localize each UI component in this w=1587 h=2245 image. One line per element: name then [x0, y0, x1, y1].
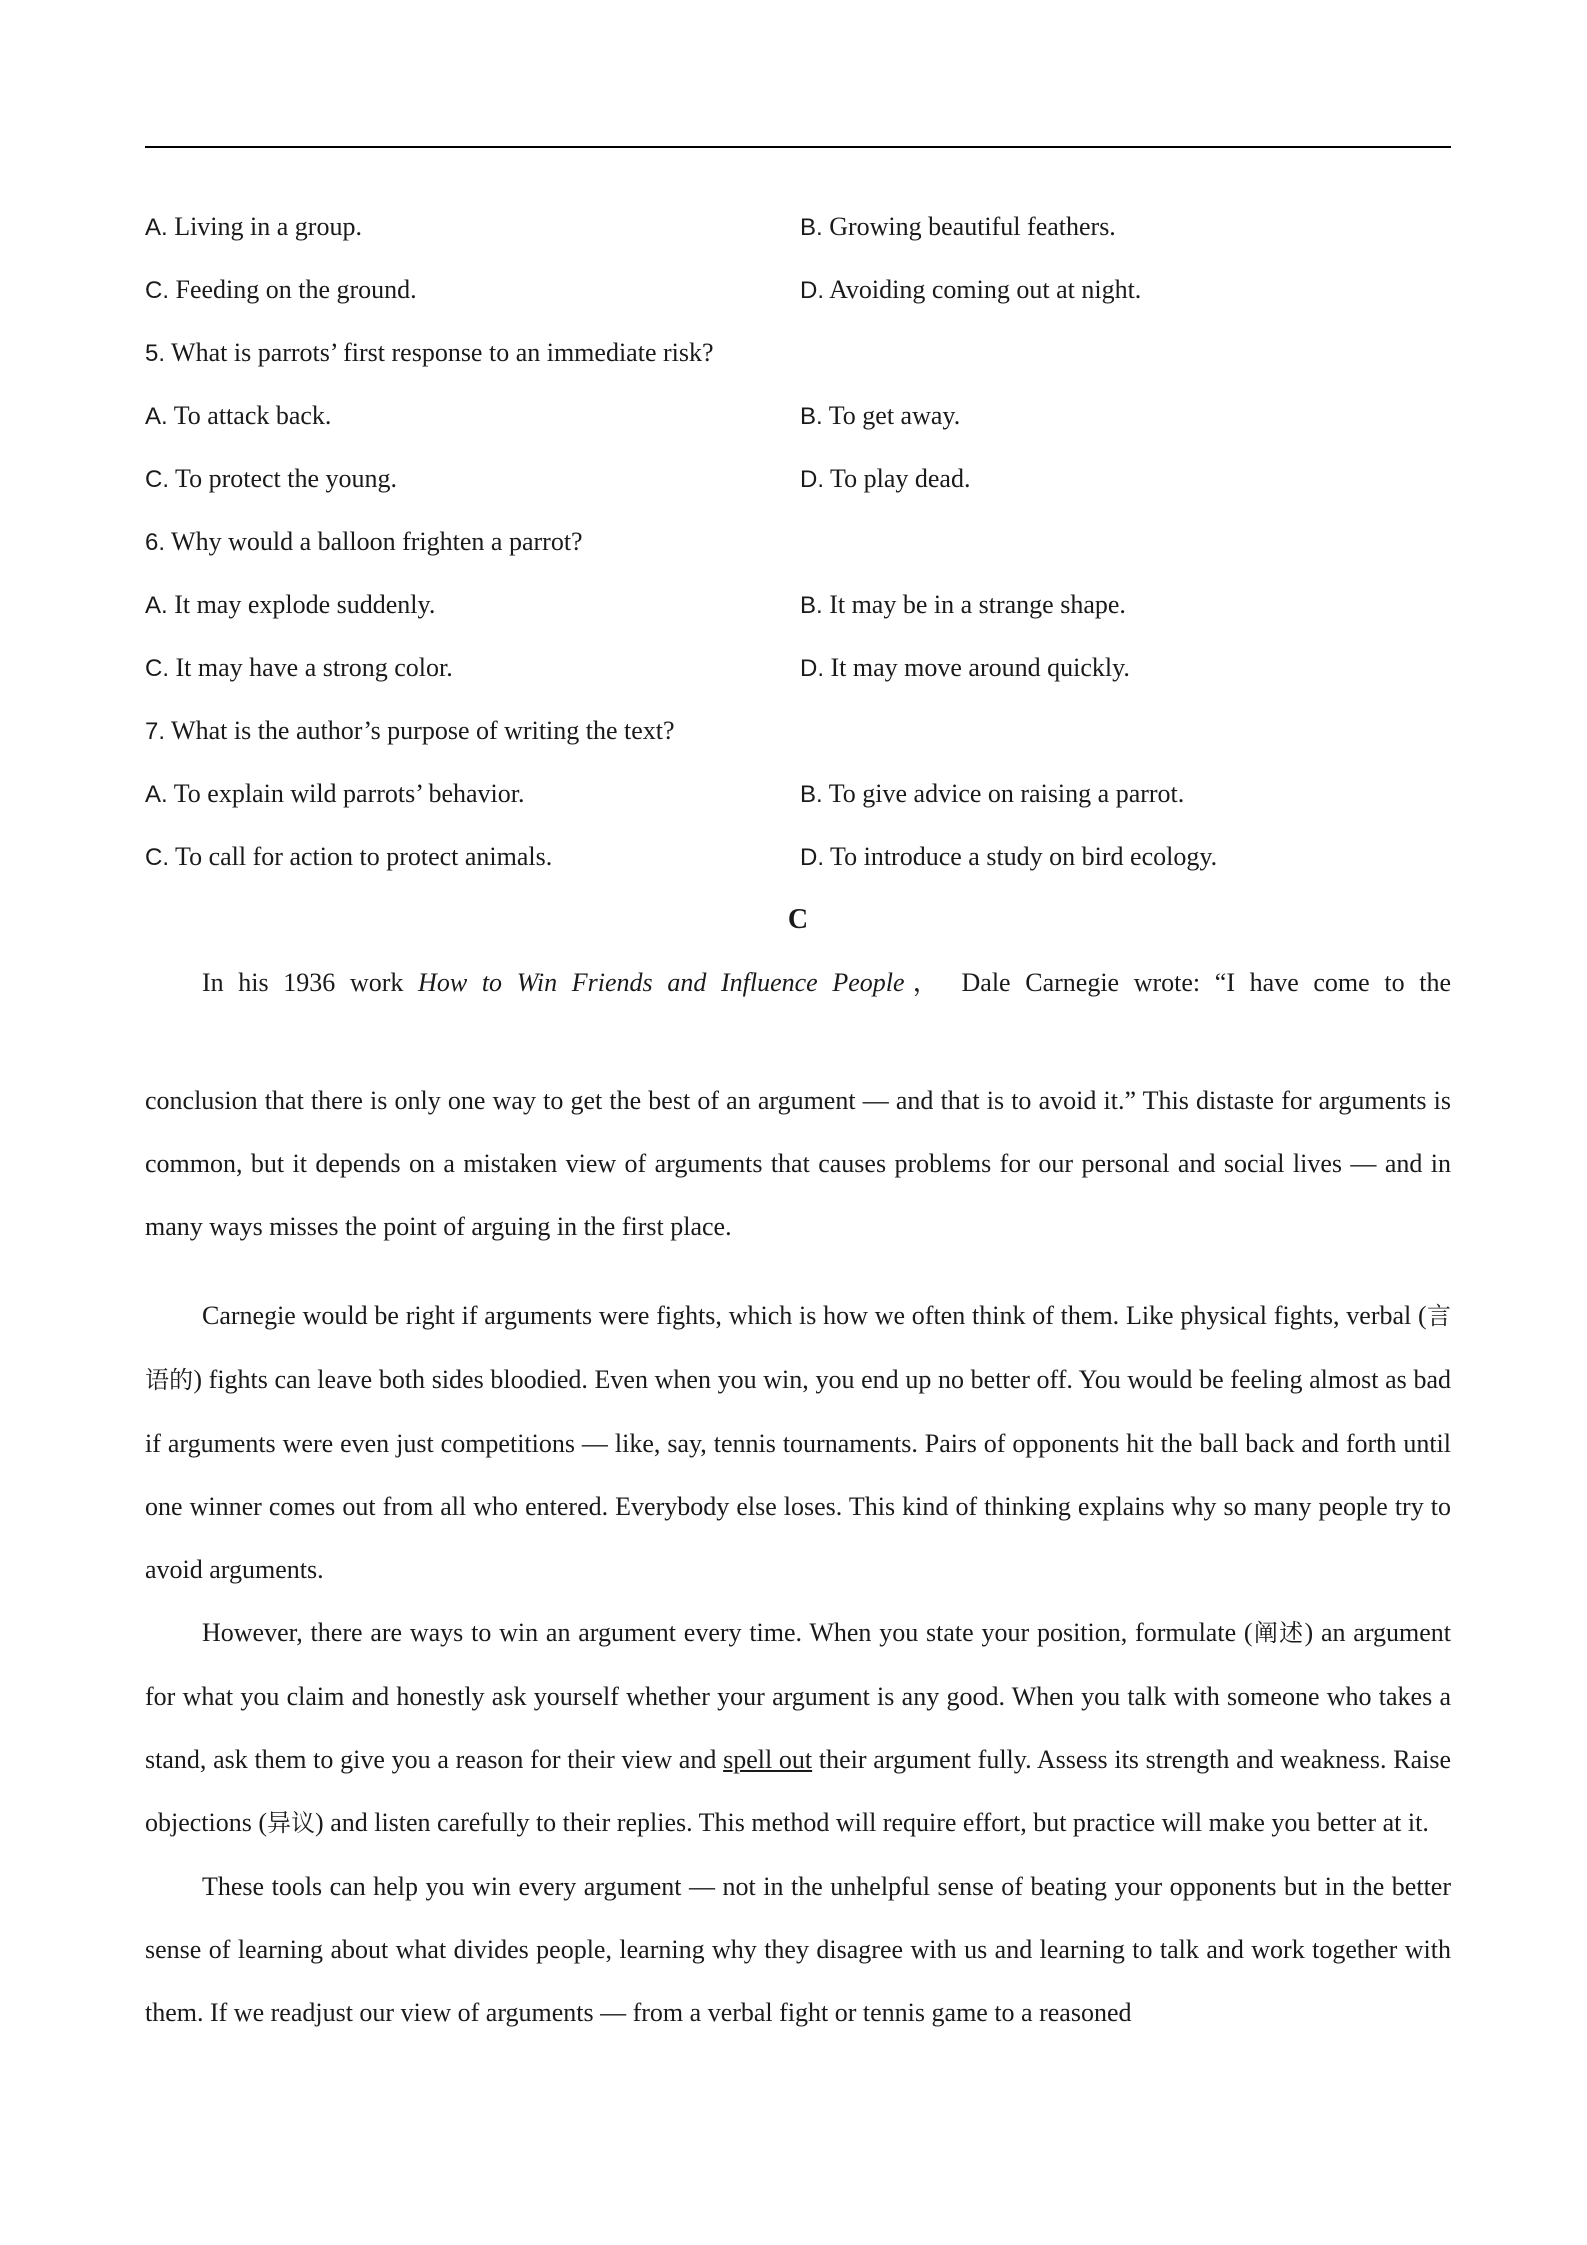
header-rule — [145, 146, 1451, 148]
paragraph-3 — [145, 1601, 1451, 1855]
q4-options-row-1 — [145, 203, 1451, 266]
option-text: It may move around quickly. — [830, 653, 1130, 682]
content — [145, 203, 1451, 2044]
option-letter: B. — [800, 214, 823, 241]
underlined-phrase: spell out — [723, 1745, 813, 1774]
q7-options-row-1 — [145, 770, 1451, 833]
option-letter: D. — [800, 277, 824, 304]
p3-part1: However, there are ways to win an argument every time. When you state your position, formulate ( — [202, 1618, 1253, 1647]
q7-option-d — [800, 833, 1451, 896]
paragraph-4: These tools can help you win every argument — not in the unhelpful sense of beating your opponents but in the better sense of learning about what divides people, learning why they disagree with us and learning to talk and work together with them. If we readjust our view of arguments — from a verbal fight or tennis game to a reasoned — [145, 1872, 1451, 2027]
paragraph-1-first-line — [145, 959, 1451, 1043]
option-text: To give advice on raising a parrot. — [828, 779, 1185, 808]
option-letter: C. — [145, 655, 169, 682]
p2-part2: ) fights can leave both sides bloodied. Even when you win, you end up no better off. You would be feeling almost as bad if arguments were even just competitions — like, say, tennis tournaments. Pairs of opponents hit the ball back and forth until one winner comes out from all who entered. Everybody else loses. This kind of thinking explains why so many people try to avoid arguments. — [145, 1365, 1451, 1584]
option-text: It may explode suddenly. — [174, 590, 436, 619]
option-letter: B. — [800, 592, 823, 619]
p3-part4: ) and listen carefully to their replies. This method will require effort, but practice will make you better at it. — [315, 1808, 1429, 1837]
question-text: What is parrots’ first response to an immediate risk? — [171, 338, 714, 367]
book-title: How to Win Friends and Influence People — [418, 968, 905, 997]
p2-gloss: 言语的 — [145, 1302, 1452, 1394]
q6-option-b — [800, 581, 1451, 644]
question-5 — [145, 329, 1451, 392]
q6-option-d — [800, 644, 1451, 707]
option-text: It may be in a strange shape. — [829, 590, 1126, 619]
q4-option-b — [800, 203, 1451, 266]
option-text: To attack back. — [173, 401, 332, 430]
q4-options-row-2 — [145, 266, 1451, 329]
paragraph-2 — [145, 1284, 1451, 1601]
q5-options-row-2 — [145, 455, 1451, 518]
q4-option-a — [145, 203, 800, 266]
q7-option-a — [145, 770, 800, 833]
question-7 — [145, 707, 1451, 770]
q5-options-row-1 — [145, 392, 1451, 455]
q7-option-b — [800, 770, 1451, 833]
option-letter: D. — [800, 655, 824, 682]
option-letter: A. — [145, 592, 168, 619]
option-text: To get away. — [828, 401, 961, 430]
option-letter: B. — [800, 403, 823, 430]
q4-option-d — [800, 266, 1451, 329]
q5-option-b — [800, 392, 1451, 455]
q5-option-d — [800, 455, 1451, 518]
q5-option-a — [145, 392, 800, 455]
option-text: To explain wild parrots’ behavior. — [173, 779, 525, 808]
q6-option-c — [145, 644, 800, 707]
option-letter: B. — [800, 781, 823, 808]
option-text: To protect the young. — [175, 464, 398, 493]
option-text: To play dead. — [830, 464, 971, 493]
option-letter: C. — [145, 466, 169, 493]
option-text: It may have a strong color. — [175, 653, 453, 682]
p3-part2: ) an argument for what you claim and honestly ask yourself whether your argument is any good. When you talk with someone who takes a stand, ask them to give you a reason for their view and — [145, 1618, 1452, 1774]
p2-part1: Carnegie would be right if arguments were fights, which is how we often think of them. Like physical fights, verbal ( — [202, 1301, 1427, 1330]
q7-option-c — [145, 833, 800, 896]
p3-gloss-1: 阐述 — [1252, 1619, 1305, 1647]
option-text: Growing beautiful feathers. — [829, 212, 1116, 241]
p1-after-title: Dale Carnegie wrote: “I have come to the — [946, 968, 1451, 997]
question-number: 5. — [145, 340, 166, 367]
q5-option-c — [145, 455, 800, 518]
option-letter: A. — [145, 214, 168, 241]
q6-options-row-2 — [145, 644, 1451, 707]
q6-options-row-1 — [145, 581, 1451, 644]
option-letter: A. — [145, 403, 168, 430]
q6-option-a — [145, 581, 800, 644]
question-text: Why would a balloon frighten a parrot? — [171, 527, 583, 556]
p1-comma: ， — [904, 968, 947, 997]
option-text: To introduce a study on bird ecology. — [830, 842, 1218, 871]
option-letter: D. — [800, 844, 824, 871]
question-6 — [145, 518, 1451, 581]
question-number: 6. — [145, 529, 166, 556]
p1-lead: In his 1936 work — [202, 968, 419, 997]
option-text: To call for action to protect animals. — [175, 842, 553, 871]
option-text: Avoiding coming out at night. — [829, 275, 1142, 304]
option-letter: A. — [145, 781, 168, 808]
p3-part3: their argument fully. Assess its strength and weakness. Raise objections ( — [145, 1745, 1452, 1837]
p3-gloss-2: 异议 — [267, 1809, 316, 1837]
question-text: What is the author’s purpose of writing the text? — [171, 716, 675, 745]
option-letter: C. — [145, 844, 169, 871]
option-text: Feeding on the ground. — [175, 275, 417, 304]
option-text: Living in a group. — [174, 212, 362, 241]
paragraph-1-rest: conclusion that there is only one way to get the best of an argument — and that is to avoid it.” This distaste for arguments is common, but it depends on a mistaken view of arguments that causes problems for our personal and social lives — and in many ways misses the point of arguing in the first place. — [145, 1086, 1451, 1241]
option-letter: C. — [145, 277, 169, 304]
q4-option-c — [145, 266, 800, 329]
option-letter: D. — [800, 466, 824, 493]
question-number: 7. — [145, 718, 166, 745]
section-title: C — [787, 904, 809, 935]
q7-options-row-2 — [145, 833, 1451, 896]
